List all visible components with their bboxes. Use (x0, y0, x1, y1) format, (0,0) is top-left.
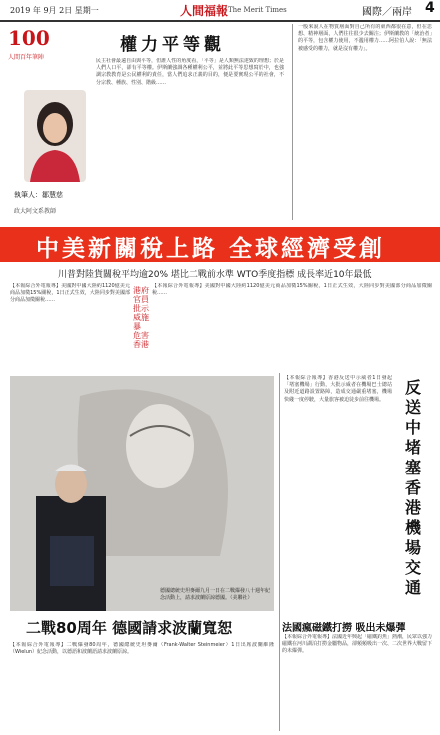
photo-caption: 德國總統史坦麥爾九月一日在二戰爆發八十週年紀念活動上，請求波蘭原諒德國。（美聯社） (160, 588, 271, 601)
right-column-text: 一般來說人在物質層面對自己所有的東西都很在意，但在思想、精神層面，人們往往很少去關注；伊斯蘭教的「統治者」的平等，包含權力使用，不濫用權力……阿拉伯人說：「無法被感受的權力，就是沒有權力」。 (298, 24, 432, 52)
lead-article-body: 【本報綜合外電報導】美國對中國大陸約1120億美元商品加徵15%關稅，1日正式生效，大陸同步對美國部分商品加徵關稅…… (10, 283, 130, 304)
hk-article-body: 【本報綜合報導】香港反送中示威者1日發起「堵塞機場」行動，大批示威者在機場巴士總站及附近道路設置路障，造成交通嚴重堵塞，機場快綫一度停駛，大量旅客被迫徒步前往機場。 (284, 375, 392, 403)
badge-number: 100 (8, 26, 50, 50)
germany-article-headline: 二戰80周年 德國請求波蘭寬恕 (26, 619, 233, 637)
paper-logo: 人間福報 (180, 4, 229, 18)
issue-date: 2019 年 9月 2日 星期一 (10, 6, 99, 15)
column-divider (292, 24, 293, 220)
masthead (0, 0, 440, 22)
paper-logo-english: The Merit Times (228, 6, 287, 14)
trade-article-body: 【本報綜合外電報導】美國對中國大陸約1120億美元商品加徵15%關稅，1日正式生效，大陸同步對美國部分商品加徵關稅…… (152, 283, 432, 297)
badge-text: 人間百年筆陣 (8, 54, 45, 61)
news-photo (10, 376, 274, 611)
germany-article-body: 【本報綜合外電報導】二戰爆發80周年，德國總統史坦麥爾（Frank-Walter Steinmeier）1日出席波蘭維隆（Wielun）紀念活動，以德語和波蘭語請求波蘭原諒。 (10, 642, 274, 656)
right-divider (279, 373, 280, 731)
memorial-photo-icon (10, 376, 274, 611)
author-byline: 執筆人：鄒慧慈 (14, 191, 63, 199)
headline-banner (0, 227, 440, 262)
hk-article-headline: 反送中 堵塞香港機場交通 (404, 378, 421, 597)
essay-title: 權力平等觀 (120, 35, 225, 55)
banner-subhead: 川普對陸貨關稅平均逾20% 堪比二戰前水準 WTO季度指標 成長率近10年最低 (58, 270, 372, 280)
banner-headline: 中美新關稅上路 全球經濟受創 (36, 236, 386, 262)
france-article-headline: 法國瘋磁鐵打撈 吸出未爆彈 (282, 623, 406, 634)
section-name: 國際／兩岸 (362, 7, 412, 18)
page-number: 4 (425, 0, 435, 16)
essay-body: 民主社會最遠自由與平等，但誰人性的角度看，「平等」是人類無法達致的理想；於是人們人口平，卻有平等權。伊斯蘭強調各種權利公平，並將此平等思想寫於中，也強調宗教教育是公民權利的責任，當人們追求正義的目的，便是要實現公平的社會，不分宗教、種族、性別、階級…… (96, 58, 284, 86)
author-bio: 政大阿文系教師 (14, 208, 57, 215)
portrait-illustration-icon (24, 90, 86, 182)
column-badge (8, 26, 88, 66)
france-article-body: 【本報綜合外電報導】法國近年興起「磁鐵釣魚」熱潮，民眾以強力磁鐵在河川湖泊打撈金屬物品，卻頻頻吸出一次、二次世界大戰留下的未爆彈。 (282, 634, 432, 655)
side-note: 港府官員批示威施暴 危害香港 (133, 286, 149, 349)
author-portrait (24, 90, 86, 182)
